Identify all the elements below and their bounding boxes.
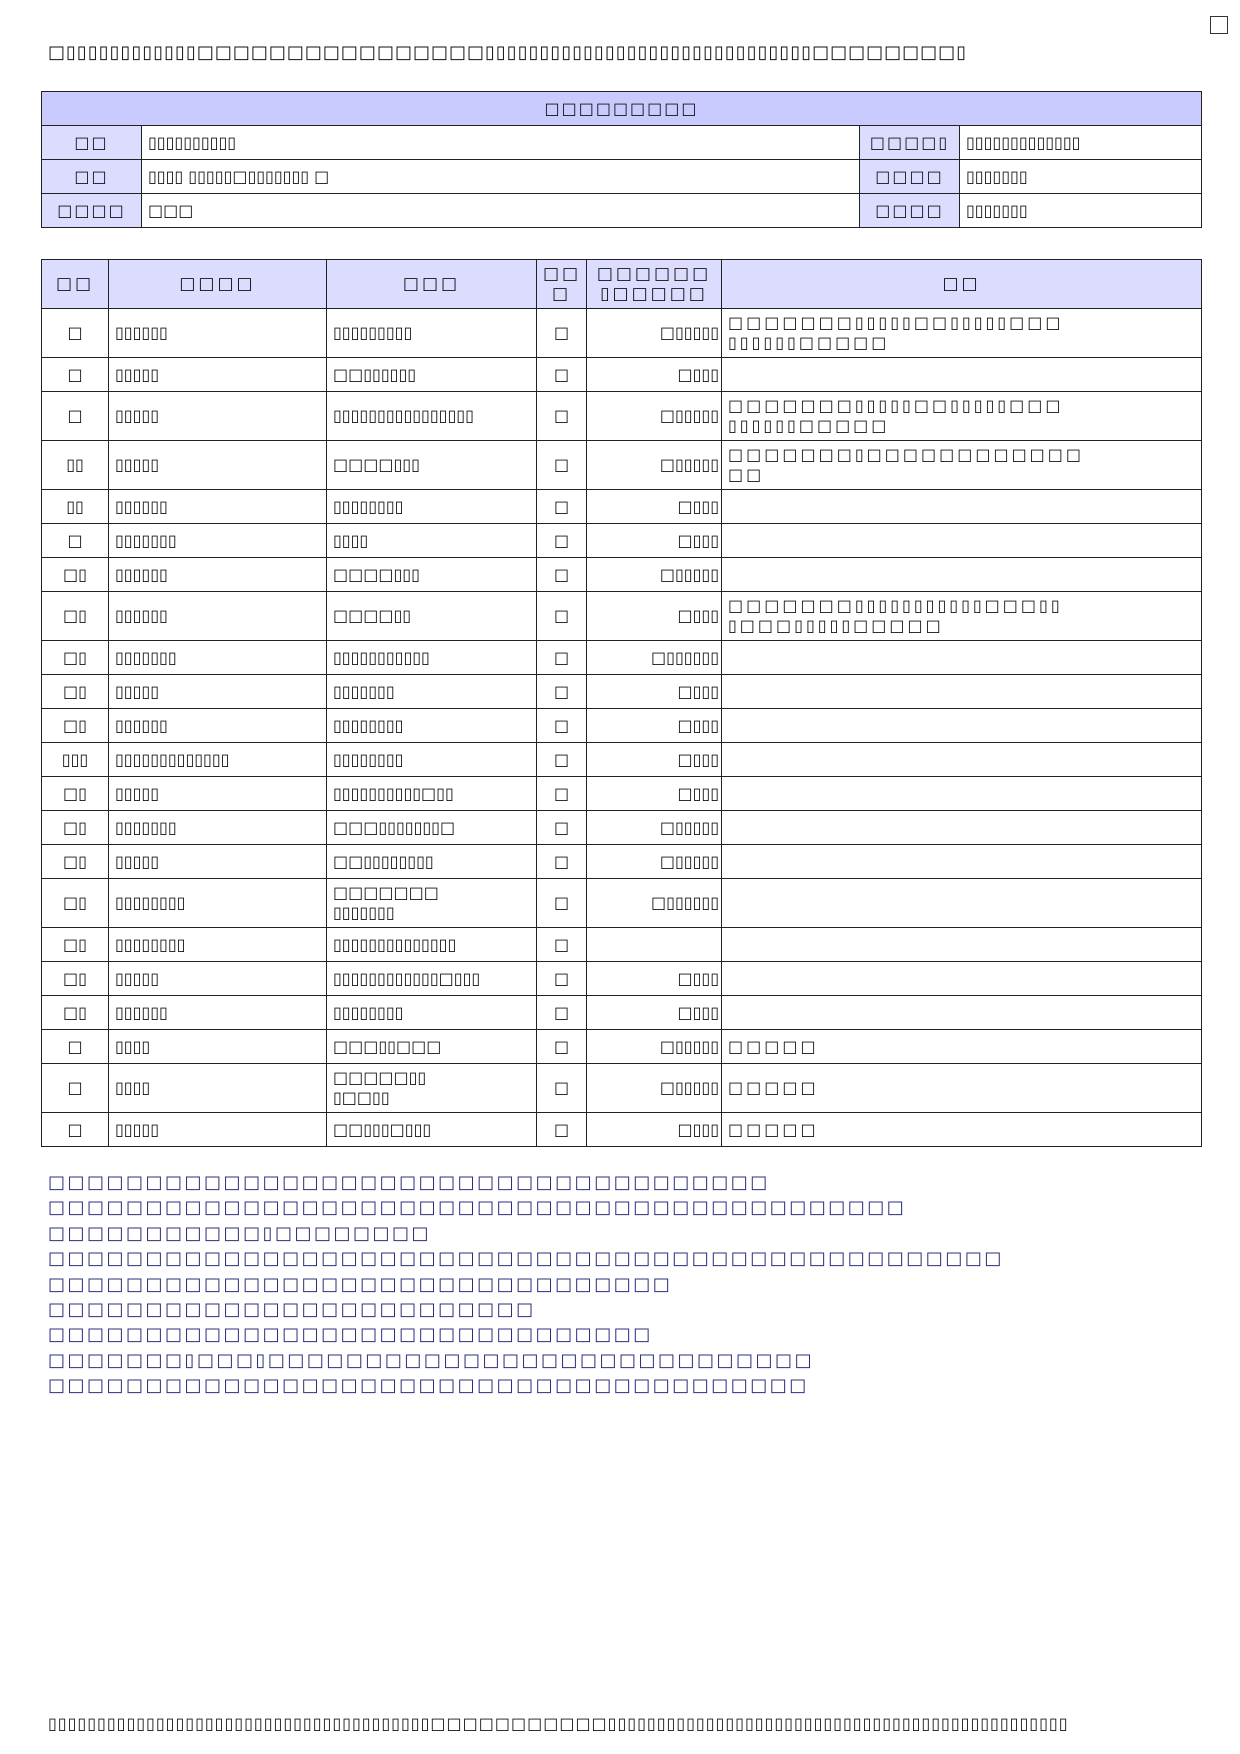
row-note: □□□□□□□▯▯▯▯▯□□▯▯▯▯▯□□□ ▯▯▯▯▯▯□□□□□ [722, 392, 1202, 441]
row-cell: ▯▯▯▯▯▯ [109, 558, 327, 592]
row-check: □ [537, 441, 587, 490]
row-note: □□□□□ [722, 1030, 1202, 1064]
row-cell: ▯▯▯▯▯▯▯ [109, 524, 327, 558]
table-row [42, 392, 1202, 441]
row-cell: ▯▯▯▯▯ [109, 1113, 327, 1147]
row-cell: ▯▯▯▯▯▯ [109, 309, 327, 358]
row-value: □▯▯▯ [587, 777, 722, 811]
row-check: □ [537, 709, 587, 743]
items-table [41, 259, 1202, 1147]
row-value: □▯▯▯▯▯ [587, 558, 722, 592]
row-note: □□□□□□□▯□□□□□□□□□□□□ □□ [722, 441, 1202, 490]
row-note [722, 811, 1202, 845]
summary-title: □□□□□□□□□ [42, 92, 1202, 126]
table-header-row [42, 260, 1202, 309]
row-check: □ [537, 777, 587, 811]
row-value: □▯▯▯ [587, 996, 722, 1030]
row-check: □ [537, 743, 587, 777]
page-footer: ▯▯▯▯▯▯▯▯▯▯▯▯▯▯▯▯▯▯▯▯▯▯▯▯▯▯▯▯▯▯▯▯▯▯▯▯▯▯▯□□□□□□□□□□□▯▯▯▯▯▯▯▯▯▯▯▯▯▯▯▯▯▯▯▯▯▯▯▯▯▯▯▯▯▯▯▯▯▯▯▯▯▯▯▯▯▯▯▯▯▯▯ [48, 1714, 1069, 1733]
row-number: □▯ [42, 675, 109, 709]
summary-table [41, 91, 1202, 228]
row-cell: ▯▯▯▯▯▯▯▯▯▯□▯▯ [327, 777, 537, 811]
row-cell: ▯▯▯▯▯▯ [109, 709, 327, 743]
column-header: □□ [722, 260, 1202, 309]
row-cell: ▯▯▯▯▯▯▯▯▯▯▯▯▯▯ [327, 928, 537, 962]
row-cell: ▯▯▯▯▯▯▯▯▯▯▯▯□▯▯▯ [327, 962, 537, 996]
row-cell: ▯▯▯▯▯▯ [109, 996, 327, 1030]
summary-value: ▯▯▯▯▯▯▯▯▯▯ [142, 126, 860, 160]
row-value: □▯▯▯ [587, 490, 722, 524]
row-cell: ▯▯▯▯▯ [109, 441, 327, 490]
row-cell: ▯▯▯▯▯ [109, 777, 327, 811]
table-row [42, 845, 1202, 879]
note-line: □□□□□□□□□□□□□□□□□□□□□□□□□□□□□□□ [48, 1324, 653, 1346]
row-check: □ [537, 490, 587, 524]
summary-label: □□□□ [860, 194, 960, 228]
row-cell: ▯▯▯▯ [109, 1030, 327, 1064]
summary-value: ▯▯▯▯▯▯▯ [960, 194, 1202, 228]
column-header: □□□ [327, 260, 537, 309]
document-heading: □▯▯▯▯▯▯▯▯▯▯▯▯□□□□□□□□□□□□□□□□▯▯▯▯▯▯▯▯▯▯▯▯▯▯▯▯▯▯▯▯▯▯▯▯▯▯▯▯▯▯□□□□□□□□▯ [48, 42, 968, 63]
note-line: □□□□□□□□□□□□□□□□□□□□□□□□□□□□□□□□□□□□□□□□□□□□□□□□□ [48, 1248, 1004, 1270]
row-value: □▯▯▯ [587, 743, 722, 777]
row-number: □▯ [42, 928, 109, 962]
row-cell: ▯▯▯▯▯▯▯▯▯▯▯▯▯ [109, 743, 327, 777]
row-check: □ [537, 524, 587, 558]
row-cell: ▯▯▯▯▯▯▯▯▯▯▯ [327, 641, 537, 675]
row-cell: ▯▯▯▯▯▯▯▯ [327, 490, 537, 524]
table-row [42, 743, 1202, 777]
row-cell: ▯▯▯▯▯▯▯▯▯▯▯▯▯▯▯▯ [327, 392, 537, 441]
summary-label: □□□□ [860, 160, 960, 194]
row-cell: ▯▯▯▯▯▯▯▯ [109, 879, 327, 928]
row-note [722, 996, 1202, 1030]
row-cell: ▯▯▯▯▯▯▯ [109, 811, 327, 845]
row-check: □ [537, 811, 587, 845]
row-note [722, 879, 1202, 928]
row-cell: □□▯▯▯▯▯▯▯▯ [327, 845, 537, 879]
row-check: □ [537, 1030, 587, 1064]
row-cell: □□□□□▯▯ ▯□□▯▯ [327, 1064, 537, 1113]
row-number: □▯ [42, 641, 109, 675]
table-row [42, 490, 1202, 524]
table-row [42, 358, 1202, 392]
row-note [722, 962, 1202, 996]
row-number: □ [42, 524, 109, 558]
row-number: □▯ [42, 558, 109, 592]
row-cell: ▯▯▯▯▯▯▯▯ [327, 996, 537, 1030]
row-value: □▯▯▯▯▯ [587, 441, 722, 490]
row-value: □▯▯▯ [587, 592, 722, 641]
column-header: □□□□□□ ▯□□□□□ [587, 260, 722, 309]
table-row [42, 1113, 1202, 1147]
row-note: □□□□□□□▯▯▯▯▯▯▯▯▯▯▯□□□▯▯ ▯□□□▯▯▯▯▯□□□□□ [722, 592, 1202, 641]
row-note [722, 743, 1202, 777]
row-note [722, 709, 1202, 743]
row-number: □▯ [42, 777, 109, 811]
row-number: □▯ [42, 879, 109, 928]
row-check: □ [537, 962, 587, 996]
row-cell: □□□□▯▯▯ [327, 441, 537, 490]
row-cell: □□□□▯▯ [327, 592, 537, 641]
row-note [722, 777, 1202, 811]
column-header: □□ [42, 260, 109, 309]
row-value: □▯▯▯▯▯ [587, 392, 722, 441]
row-number: ▯▯ [42, 441, 109, 490]
row-value: □▯▯▯ [587, 709, 722, 743]
row-cell: ▯▯▯▯▯ [109, 358, 327, 392]
row-value [587, 928, 722, 962]
corner-mark [1210, 16, 1228, 34]
table-row [42, 777, 1202, 811]
row-check: □ [537, 558, 587, 592]
table-row [42, 996, 1202, 1030]
row-number: □ [42, 1113, 109, 1147]
table-row [42, 558, 1202, 592]
row-value: □▯▯▯ [587, 524, 722, 558]
row-note [722, 490, 1202, 524]
table-row [42, 441, 1202, 490]
row-cell: □□□▯▯▯▯▯▯▯□ [327, 811, 537, 845]
note-line: □□□□□□□□□□□□□□□□□□□□□□□□□□□□□□□□□□□□□ [48, 1172, 770, 1193]
row-note [722, 558, 1202, 592]
row-number: □▯ [42, 592, 109, 641]
row-number: □ [42, 358, 109, 392]
table-row [42, 1030, 1202, 1064]
row-cell: □□▯▯▯▯▯▯ [327, 358, 537, 392]
summary-label: □□□□▯ [860, 126, 960, 160]
row-note [722, 928, 1202, 962]
row-note: □□□□□ [722, 1064, 1202, 1113]
table-row [42, 811, 1202, 845]
row-note [722, 675, 1202, 709]
row-cell: □□□□□□□ ▯▯▯▯▯▯▯ [327, 879, 537, 928]
row-number: □▯ [42, 996, 109, 1030]
note-line: □□□□□□□□□□□□□□□□□□□□□□□□□□□□□□□□□□□□□□□ [48, 1375, 809, 1397]
summary-value: □□□ [142, 194, 860, 228]
row-number: □ [42, 392, 109, 441]
row-number: □ [42, 1064, 109, 1113]
row-cell: ▯▯▯▯▯▯▯▯ [327, 743, 537, 777]
row-note [722, 358, 1202, 392]
summary-label: □□ [42, 126, 142, 160]
table-row [42, 879, 1202, 928]
row-cell: ▯▯▯▯▯▯ [109, 592, 327, 641]
row-value: □▯▯▯▯▯ [587, 811, 722, 845]
row-check: □ [537, 641, 587, 675]
summary-label: □□ [42, 160, 142, 194]
note-line: □□□□□□□□□□□▯□□□□□□□□ [48, 1222, 432, 1244]
note-line: □□□□□□□□□□□□□□□□□□□□□□□□□□□□□□□□ [48, 1273, 673, 1295]
table-row [42, 524, 1202, 558]
summary-value: ▯▯▯▯ ▯▯▯▯▯□▯▯▯▯▯▯▯ □ [142, 160, 860, 194]
column-header: □□□□ [109, 260, 327, 309]
table-row [42, 592, 1202, 641]
table-row [42, 675, 1202, 709]
row-value: □▯▯▯ [587, 675, 722, 709]
row-check: □ [537, 592, 587, 641]
row-number: □▯ [42, 962, 109, 996]
table-row [42, 641, 1202, 675]
row-cell: ▯▯▯▯ [327, 524, 537, 558]
row-number: □ [42, 1030, 109, 1064]
row-note: □□□□□ [722, 1113, 1202, 1147]
row-cell: ▯▯▯▯▯ [109, 392, 327, 441]
row-check: □ [537, 996, 587, 1030]
row-value: □▯▯▯▯▯ [587, 309, 722, 358]
row-check: □ [537, 1113, 587, 1147]
row-cell: ▯▯▯▯▯ [109, 675, 327, 709]
row-value: □▯▯▯▯▯▯ [587, 879, 722, 928]
row-cell: ▯▯▯▯ [109, 1064, 327, 1113]
row-value: □▯▯▯ [587, 358, 722, 392]
note-line: □□□□□□□▯□□□▯□□□□□□□□□□□□□□□□□□□□□□□□□□□□ [48, 1349, 815, 1371]
column-header: □□ □ [537, 260, 587, 309]
row-number: □▯ [42, 845, 109, 879]
row-number: □▯ [42, 709, 109, 743]
row-note [722, 845, 1202, 879]
table-row [42, 962, 1202, 996]
row-number: □ [42, 309, 109, 358]
row-check: □ [537, 675, 587, 709]
row-cell: □□□▯▯□□□ [327, 1030, 537, 1064]
row-cell: ▯▯▯▯▯▯ [109, 490, 327, 524]
row-cell: ▯▯▯▯▯▯▯▯▯ [327, 309, 537, 358]
summary-label: □□□□ [42, 194, 142, 228]
row-check: □ [537, 392, 587, 441]
table-row [42, 709, 1202, 743]
row-value: □▯▯▯▯▯ [587, 1030, 722, 1064]
row-value: □▯▯▯▯▯ [587, 1064, 722, 1113]
row-value: □▯▯▯▯▯ [587, 845, 722, 879]
row-number: ▯▯▯ [42, 743, 109, 777]
row-check: □ [537, 879, 587, 928]
row-check: □ [537, 928, 587, 962]
row-note [722, 524, 1202, 558]
row-check: □ [537, 309, 587, 358]
row-cell: ▯▯▯▯▯▯▯ [109, 641, 327, 675]
row-cell: □□□□▯▯▯ [327, 558, 537, 592]
note-line: □□□□□□□□□□□□□□□□□□□□□□□□□ [48, 1299, 536, 1321]
summary-value: ▯▯▯▯▯▯▯ [960, 160, 1202, 194]
row-note [722, 641, 1202, 675]
row-number: □▯ [42, 811, 109, 845]
row-check: □ [537, 845, 587, 879]
row-note: □□□□□□□▯▯▯▯▯□□▯▯▯▯▯□□□ ▯▯▯▯▯▯□□□□□ [722, 309, 1202, 358]
row-cell: □□▯▯▯□▯▯▯ [327, 1113, 537, 1147]
row-check: □ [537, 1064, 587, 1113]
row-value: □▯▯▯ [587, 962, 722, 996]
row-value: □▯▯▯ [587, 1113, 722, 1147]
table-row [42, 1064, 1202, 1113]
row-number: ▯▯ [42, 490, 109, 524]
row-value: □▯▯▯▯▯▯ [587, 641, 722, 675]
row-cell: ▯▯▯▯▯▯▯ [327, 675, 537, 709]
notes-block [48, 1170, 1004, 1399]
row-cell: ▯▯▯▯▯ [109, 962, 327, 996]
row-cell: ▯▯▯▯▯ [109, 845, 327, 879]
table-row [42, 309, 1202, 358]
table-row [42, 928, 1202, 962]
note-line: □□□□□□□□□□□□□□□□□□□□□□□□□□□□□□□□□□□□□□□□□□□□ [48, 1197, 907, 1219]
row-check: □ [537, 358, 587, 392]
row-cell: ▯▯▯▯▯▯▯▯ [109, 928, 327, 962]
row-cell: ▯▯▯▯▯▯▯▯ [327, 709, 537, 743]
table-body [42, 309, 1202, 1147]
summary-value: ▯▯▯▯▯▯▯▯▯▯▯▯▯ [960, 126, 1202, 160]
